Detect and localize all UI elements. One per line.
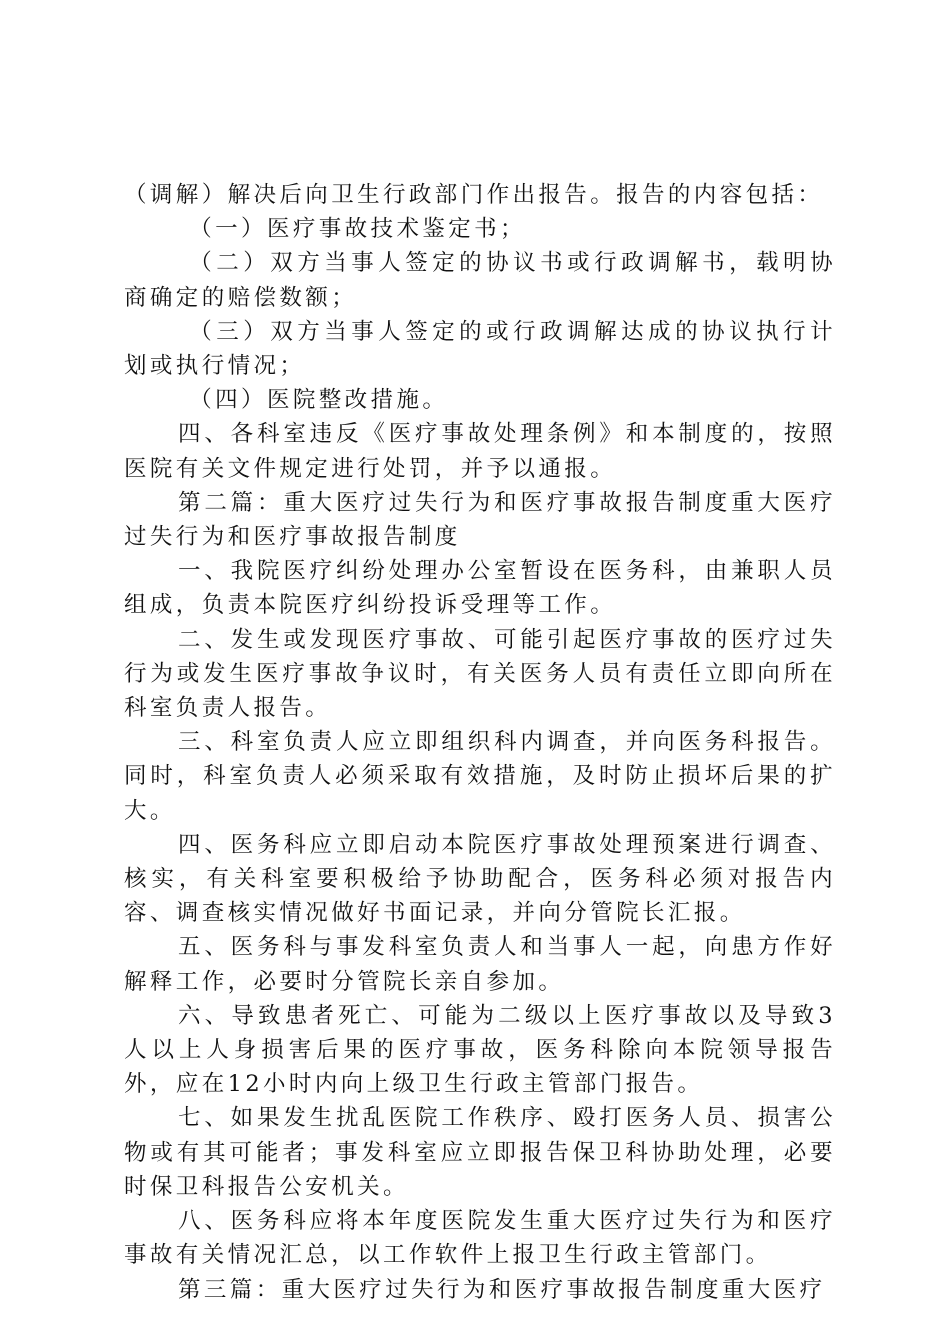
section-heading: 第二篇：重大医疗过失行为和医疗事故报告制度重大医疗过失行为和医疗事故报告制度 <box>124 489 836 551</box>
paragraph: 八、医务科应将本年度医院发生重大医疗过失行为和医疗事故有关情况汇总，以工作软件上报卫生行政主管部门。 <box>124 1208 836 1269</box>
paragraph: 四、医务科应立即启动本院医疗事故处理预案进行调查、核实，有关科室要积极给予协助配合，医务科必须对报告内容、调查核实情况做好书面记录，并向分管院长汇报。 <box>124 831 836 927</box>
paragraph: 四、各科室违反《医疗事故处理条例》和本制度的，按照医院有关文件规定进行处罚，并予以通报。 <box>124 421 836 482</box>
section-heading: 第三篇：重大医疗过失行为和医疗事故报告制度重大医疗 <box>178 1276 826 1303</box>
paragraph: 六、导致患者死亡、可能为二级以上医疗事故以及导致3人以上人身损害后果的医疗事故，医务科除向本院领导报告外，应在12小时内向上级卫生行政主管部门报告。 <box>124 1002 836 1098</box>
list-item: （三）双方当事人签定的或行政调解达成的协议执行计划或执行情况； <box>124 318 836 380</box>
paragraph: 一、我院医疗纠纷处理办公室暂设在医务科，由兼职人员组成，负责本院医疗纠纷投诉受理等工作。 <box>124 558 836 619</box>
list-item: （一）医疗事故技术鉴定书； <box>189 216 526 243</box>
list-item: （二）双方当事人签定的协议书或行政调解书，载明协商确定的赔偿数额； <box>124 250 836 311</box>
paragraph: 七、如果发生扰乱医院工作秩序、殴打医务人员、损害公物或有其可能者；事发科室应立即报告保卫科协助处理，必要时保卫科报告公安机关。 <box>124 1105 836 1200</box>
paragraph: 三、科室负责人应立即组织科内调查，并向医务科报告。同时，科室负责人必须采取有效措施，及时防止损坏后果的扩大。 <box>124 729 836 824</box>
paragraph: （调解）解决后向卫生行政部门作出报告。报告的内容包括： <box>124 182 824 208</box>
document-body <box>124 178 836 1307</box>
paragraph: 五、医务科与事发科室负责人和当事人一起，向患方作好解释工作，必要时分管院长亲自参加。 <box>124 934 836 995</box>
list-item: （四）医院整改措施。 <box>189 387 449 414</box>
paragraph: 二、发生或发现医疗事故、可能引起医疗事故的医疗过失行为或发生医疗事故争议时，有关医务人员有责任立即向所在科室负责人报告。 <box>124 626 836 722</box>
